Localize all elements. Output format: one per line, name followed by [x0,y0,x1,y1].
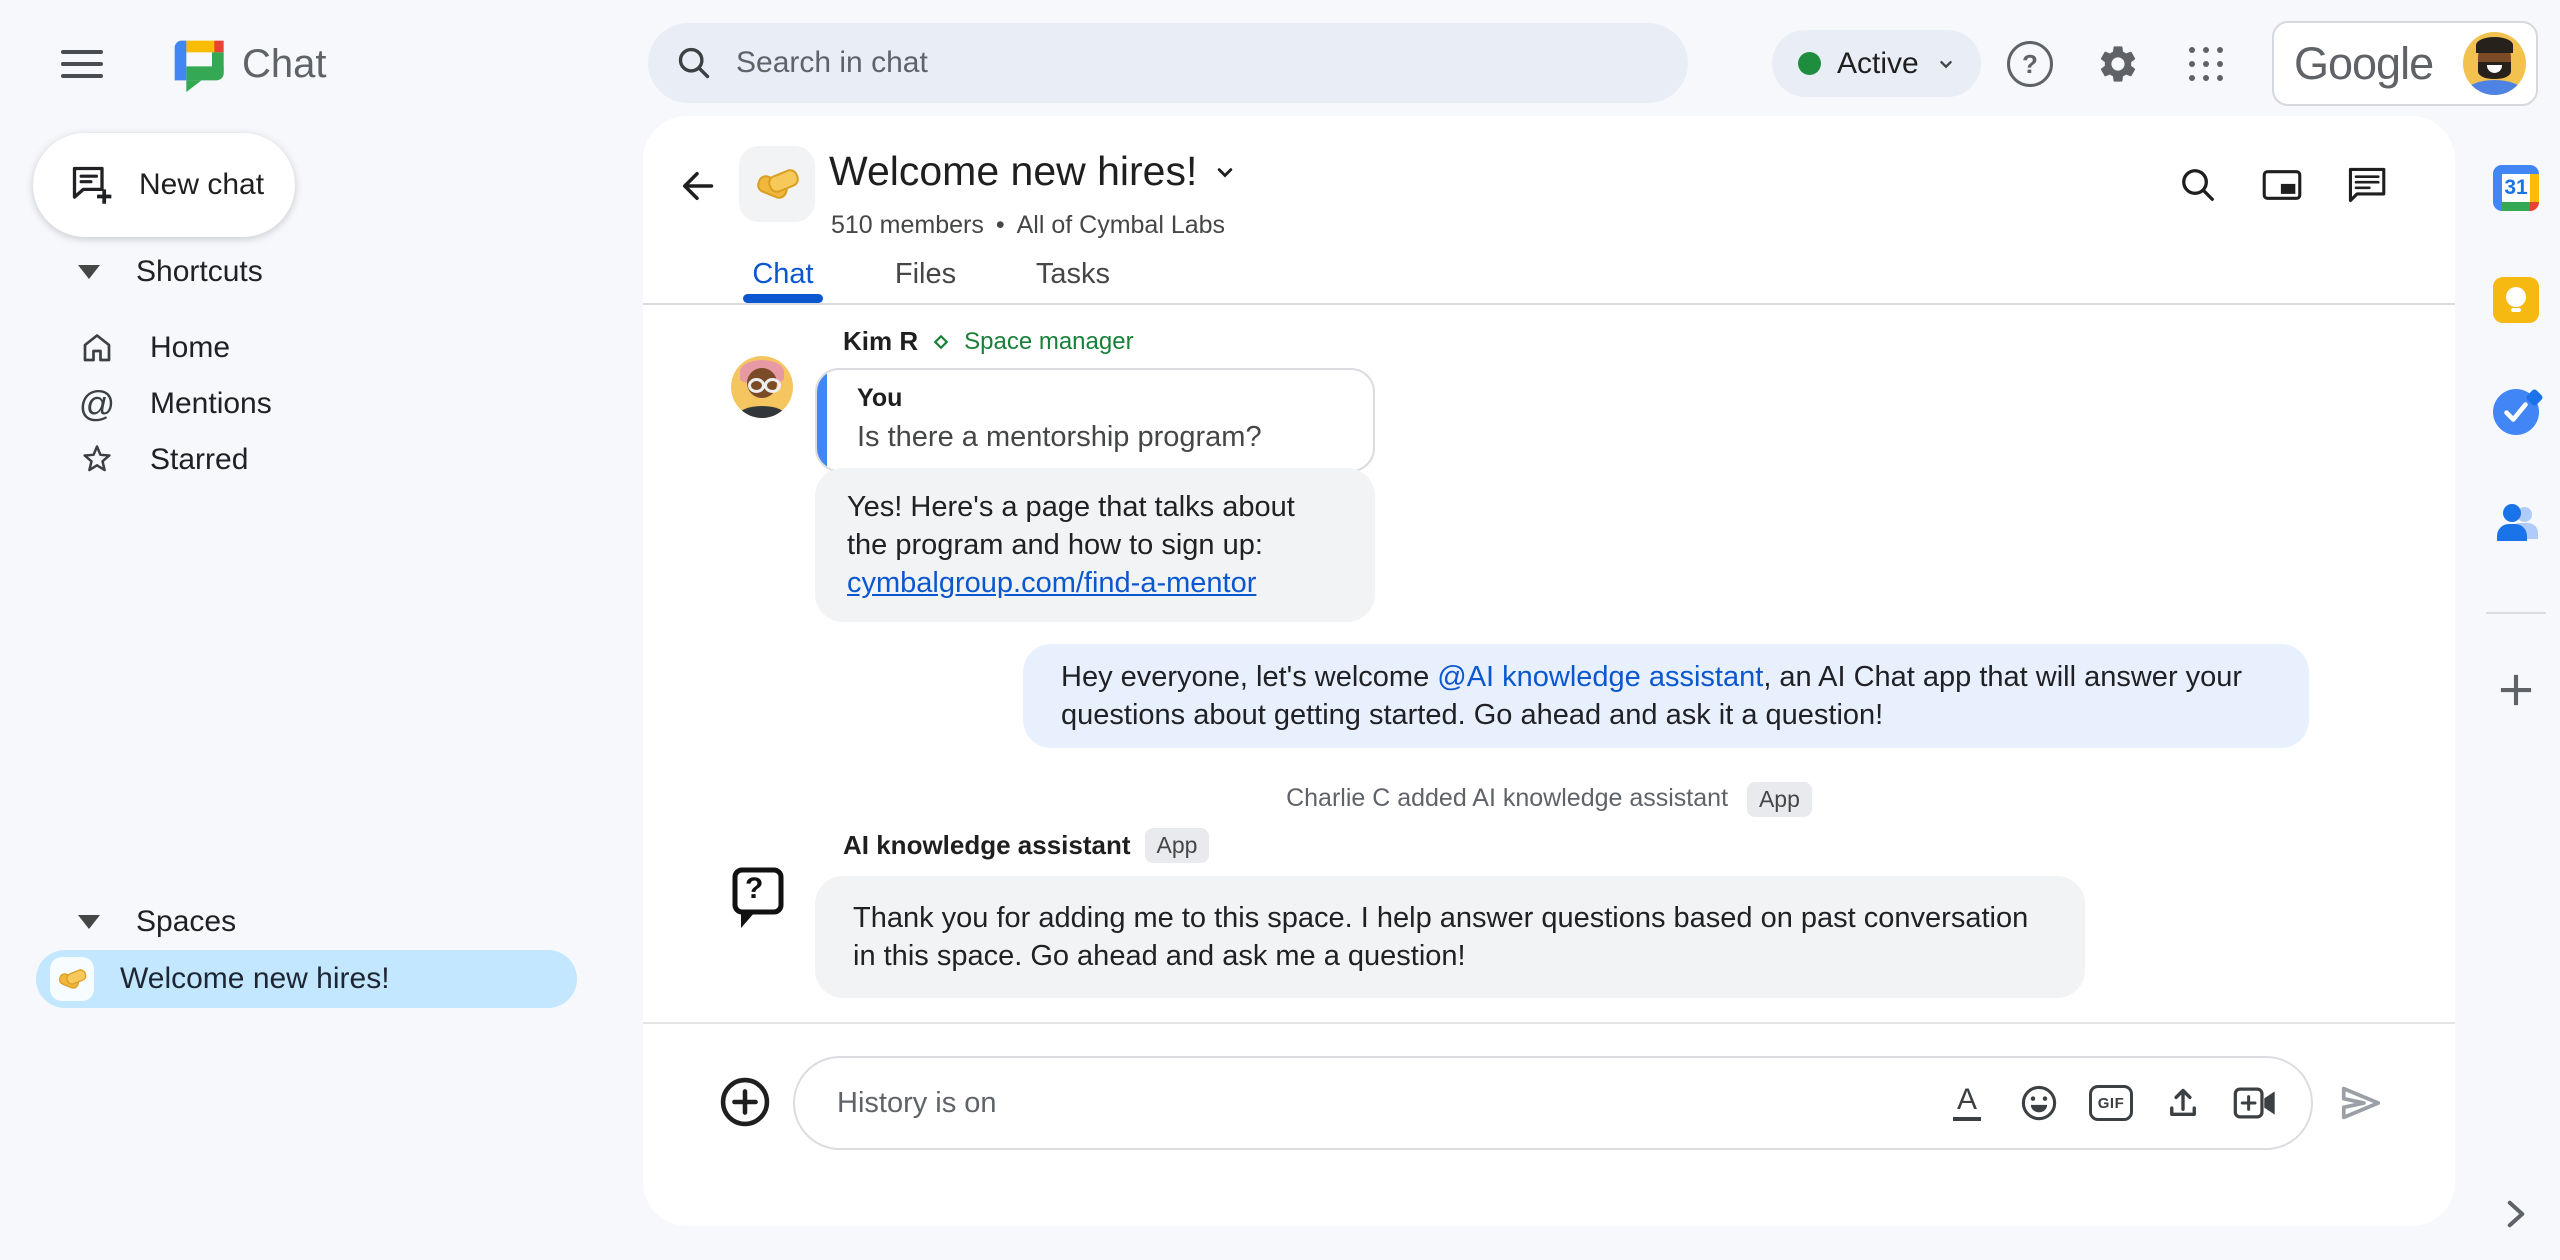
system-message [643,782,2455,817]
active-status-dot [1798,52,1821,75]
tasks-app-button[interactable] [2488,384,2544,440]
calendar-app-button[interactable] [2488,160,2544,216]
text-format-button[interactable] [1945,1081,1989,1125]
dot-separator: • [995,211,1005,239]
home-icon [78,330,116,366]
spaces-label: Spaces [136,905,237,938]
space-name-label: Welcome new hires! [120,962,390,995]
sender-name: Kim R [843,326,919,356]
space-subtitle [831,211,1225,240]
handshake-emoji [755,162,799,206]
quote-author: You [857,384,903,412]
mention-link[interactable]: @AI knowledge assistant [1437,661,1764,693]
space-title: Welcome new hires! [829,148,1198,194]
org-audience: All of Cymbal Labs [1016,211,1226,239]
emoji-button[interactable] [2017,1081,2061,1125]
help-button[interactable] [2004,38,2056,90]
back-button[interactable] [677,166,717,206]
search-bar[interactable] [648,23,1688,103]
search-icon [2179,166,2217,204]
message-text: , an AI Chat app that will answer your questions about getting started. Go ahead and ask it a question! [1061,661,2243,731]
tab-tasks[interactable]: Tasks [1028,254,1118,294]
add-app-button[interactable] [2494,668,2538,712]
star-icon [78,442,116,478]
sidebar-item-label: Mentions [150,387,272,420]
composer-divider [643,1022,2455,1024]
tab-chat[interactable]: Chat [743,254,823,294]
sender-role-label: Space manager [964,327,1134,355]
message-bubble-self[interactable] [1023,644,2309,748]
ai-assistant-avatar[interactable] [731,866,785,932]
sidebar-item-mentions[interactable] [78,376,272,432]
back-arrow-icon [677,166,717,206]
send-icon [2338,1080,2384,1126]
sidebar-item-welcome-new-hires[interactable] [36,950,577,1008]
message-bubble[interactable] [815,876,2085,998]
status-selector[interactable] [1772,30,1981,97]
tabs-divider [643,303,2455,305]
sidebar-item-starred[interactable] [78,432,248,488]
gif-button[interactable] [2089,1081,2133,1125]
sidebar-item-label: Starred [150,443,249,476]
rail-divider [2486,612,2546,614]
system-message-text: Charlie C added AI knowledge assistant [1286,784,1729,813]
contacts-app-button[interactable] [2488,496,2544,552]
pop-out-chat-button[interactable] [2259,162,2305,208]
app-badge: App [1145,828,1210,863]
status-label: Active [1837,46,1919,80]
message-icon [2346,167,2386,203]
quote-accent-bar [817,370,827,470]
upload-icon [2163,1083,2203,1123]
upload-button[interactable] [2161,1081,2205,1125]
add-attachment-button[interactable] [719,1076,771,1128]
google-keep-icon [2493,277,2539,323]
picture-in-picture-icon [2262,168,2302,202]
tab-files[interactable]: Files [883,254,968,294]
gif-icon: GIF [2089,1085,2133,1121]
search-icon [676,45,712,81]
chevron-down-icon [1211,158,1239,186]
keep-app-button[interactable] [2488,272,2544,328]
video-call-icon [2233,1085,2277,1121]
quote-text: Is there a mentorship program? [857,421,1262,453]
plus-icon [2494,668,2538,712]
message-composer[interactable] [793,1056,2313,1150]
sidebar [0,128,643,1260]
new-chat-icon [69,163,113,207]
sidebar-item-label: Home [150,331,231,364]
search-in-space-button[interactable] [2175,162,2221,208]
send-button[interactable] [2338,1080,2384,1126]
message-bubble[interactable] [815,468,1375,622]
quoted-message[interactable] [815,368,1375,472]
search-input[interactable] [734,45,1678,81]
space-title-menu[interactable] [829,148,1239,195]
google-apps-button[interactable] [2180,38,2232,90]
settings-button[interactable] [2092,38,2144,90]
chevron-right-icon [2503,1199,2529,1229]
message-sender-row [843,828,1209,863]
space-manager-diamond-icon [930,331,952,353]
google-calendar-icon [2493,165,2539,211]
sender-name: AI knowledge assistant [843,830,1131,860]
google-contacts-icon [2493,501,2539,547]
shortcuts-label: Shortcuts [136,255,263,288]
new-chat-button[interactable] [33,133,295,237]
main-menu-button[interactable] [60,44,110,84]
question-mark-glyph: ? [745,872,764,905]
calendar-day-label: 31 [2504,176,2528,199]
gear-icon [2096,42,2140,86]
video-meeting-button[interactable] [2233,1081,2277,1125]
space-header-actions [2175,162,2389,208]
new-chat-label: New chat [139,168,265,201]
composer-toolbar [1945,1081,2277,1125]
google-chat-logo-icon [170,36,226,92]
conversation-panel [643,116,2455,1226]
google-tasks-icon [2493,389,2539,435]
collapse-arrow-icon [78,265,100,279]
emoji-icon [2019,1083,2059,1123]
google-logo: Google [2294,37,2434,89]
shortcuts-section-header[interactable] [78,244,263,300]
collapse-panel-button[interactable] [2492,1190,2540,1238]
handshake-emoji [50,957,94,1001]
message-input[interactable] [835,1086,1945,1121]
chevron-down-icon [1935,53,1957,75]
message-text: Thank you for adding me to this space. I help answer questions based on past conversation in this space. Go ahead and ask me a question! [853,902,2029,972]
chat-threads-button[interactable] [2343,162,2389,208]
user-avatar[interactable] [2463,32,2526,95]
message-text: Hey everyone, let's welcome [1061,661,1438,693]
active-tab-indicator [743,294,823,303]
format-underline [1953,1117,1981,1121]
avatar[interactable] [731,356,793,418]
sidebar-item-home[interactable] [78,320,230,376]
space-avatar [739,146,815,222]
at-icon: @ [78,383,116,424]
hamburger-icon [60,47,104,81]
message-sender-row [843,326,1134,357]
message-text: Yes! Here's a page that talks about the program and how to sign up: [847,491,1295,561]
app-badge: App [1747,782,1812,817]
plus-circle-icon [719,1076,771,1128]
apps-grid-icon [2189,47,2223,81]
spaces-section-header[interactable] [78,894,236,950]
message-link[interactable]: cymbalgroup.com/find-a-mentor [847,567,1257,599]
collapse-arrow-icon [78,915,100,929]
member-count[interactable]: 510 members [831,211,984,239]
google-account-box[interactable] [2272,21,2538,106]
help-icon: ? [2007,41,2053,87]
app-name: Chat [242,42,327,86]
format-icon: A [1956,1082,1977,1116]
